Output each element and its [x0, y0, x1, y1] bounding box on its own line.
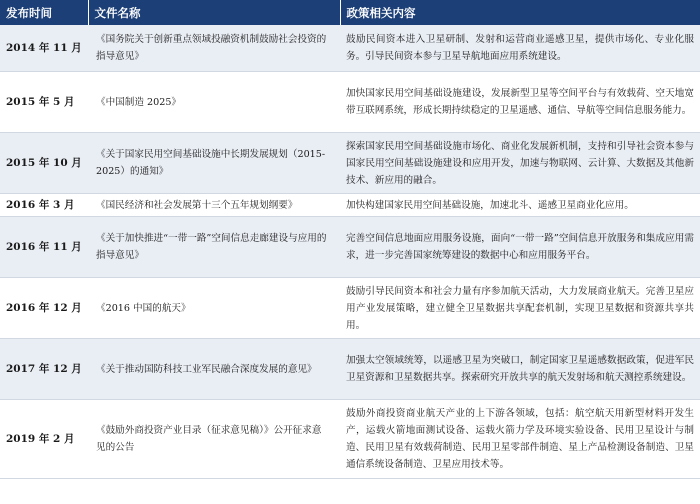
- row-doc: 《国民经济和社会发展第十三个五年规划纲要》: [88, 194, 340, 217]
- row-content: 鼓励民间资本进入卫星研制、发射和运营商业遥感卫星，提供市场化、专业化服务。引导民间资本参与卫星导航地面应用系统建设。: [340, 25, 700, 72]
- row-date: 2017 年 12 月: [0, 339, 88, 400]
- table-header: [0, 0, 700, 25]
- table-row: [0, 72, 700, 133]
- table-row: [0, 278, 700, 339]
- table-row: [0, 217, 700, 278]
- table-row: [0, 194, 700, 217]
- row-date: 2015 年 5 月: [0, 72, 88, 133]
- table-row: [0, 400, 700, 479]
- row-date: 2016 年 12 月: [0, 278, 88, 339]
- header-doc: 文件名称: [88, 0, 340, 25]
- header-date: 发布时间: [0, 0, 88, 25]
- table-body: [0, 25, 700, 479]
- row-date: 2016 年 11 月: [0, 217, 88, 278]
- row-date: 2015 年 10 月: [0, 133, 88, 194]
- table-row: [0, 339, 700, 400]
- header-content: 政策相关内容: [340, 0, 700, 25]
- table-row: [0, 25, 700, 72]
- row-content: 加快国家民用空间基础设施建设，发展新型卫星等空间平台与有效载荷、空天地宽带互联网系统，形成长期持续稳定的卫星遥感、通信、导航等空间信息服务能力。: [340, 72, 700, 133]
- row-doc: 《关于国家民用空间基础设施中长期发展规划（2015-2025）的通知》: [88, 133, 340, 194]
- row-date: 2016 年 3 月: [0, 194, 88, 217]
- row-date: 2014 年 11 月: [0, 25, 88, 72]
- row-doc: 《2016 中国的航天》: [88, 278, 340, 339]
- row-date: 2019 年 2 月: [0, 400, 88, 479]
- row-doc: 《鼓励外商投资产业目录（征求意见稿）》公开征求意见的公告: [88, 400, 340, 479]
- row-content: 鼓励外商投资商业航天产业的上下游各领域，包括：航空航天用新型材料开发生产，运载火箭地面测试设备、运载火箭力学及环境实验设备、民用卫星设计与制造、民用卫星有效载荷制造、民用卫星零部件制造、星上产品检测设备制造、卫星通信系统设备制造、卫星应用技术等。: [340, 400, 700, 479]
- row-doc: 《关于加快推进“一带一路”空间信息走廊建设与应用的指导意见》: [88, 217, 340, 278]
- row-doc: 《关于推动国防科技工业军民融合深度发展的意见》: [88, 339, 340, 400]
- row-content: 加强太空领域统筹，以遥感卫星为突破口，制定国家卫星遥感数据政策，促进军民卫星资源和卫星数据共享。探索研究开放共享的航天发射场和航天测控系统建设。: [340, 339, 700, 400]
- table-row: [0, 133, 700, 194]
- row-doc: 《国务院关于创新重点领域投融资机制鼓励社会投资的指导意见》: [88, 25, 340, 72]
- row-content: 加快构建国家民用空间基础设施，加速北斗、遥感卫星商业化应用。: [340, 194, 700, 217]
- row-doc: 《中国制造 2025》: [88, 72, 340, 133]
- row-content: 完善空间信息地面应用服务设施，面向“一带一路”空间信息开放服务和集成应用需求，进一步完善国家统筹建设的数据中心和应用服务平台。: [340, 217, 700, 278]
- row-content: 探索国家民用空间基础设施市场化、商业化发展新机制，支持和引导社会资本参与国家民用空间基础设施建设和应用开发，加速与物联网、云计算、大数据及其他新技术、新应用的融合。: [340, 133, 700, 194]
- row-content: 鼓励引导民间资本和社会力量有序参加航天活动，大力发展商业航天。完善卫星应用产业发展策略，建立健全卫星数据共享配套机制，实现卫星数据和资源共享共用。: [340, 278, 700, 339]
- header-row: [0, 0, 700, 25]
